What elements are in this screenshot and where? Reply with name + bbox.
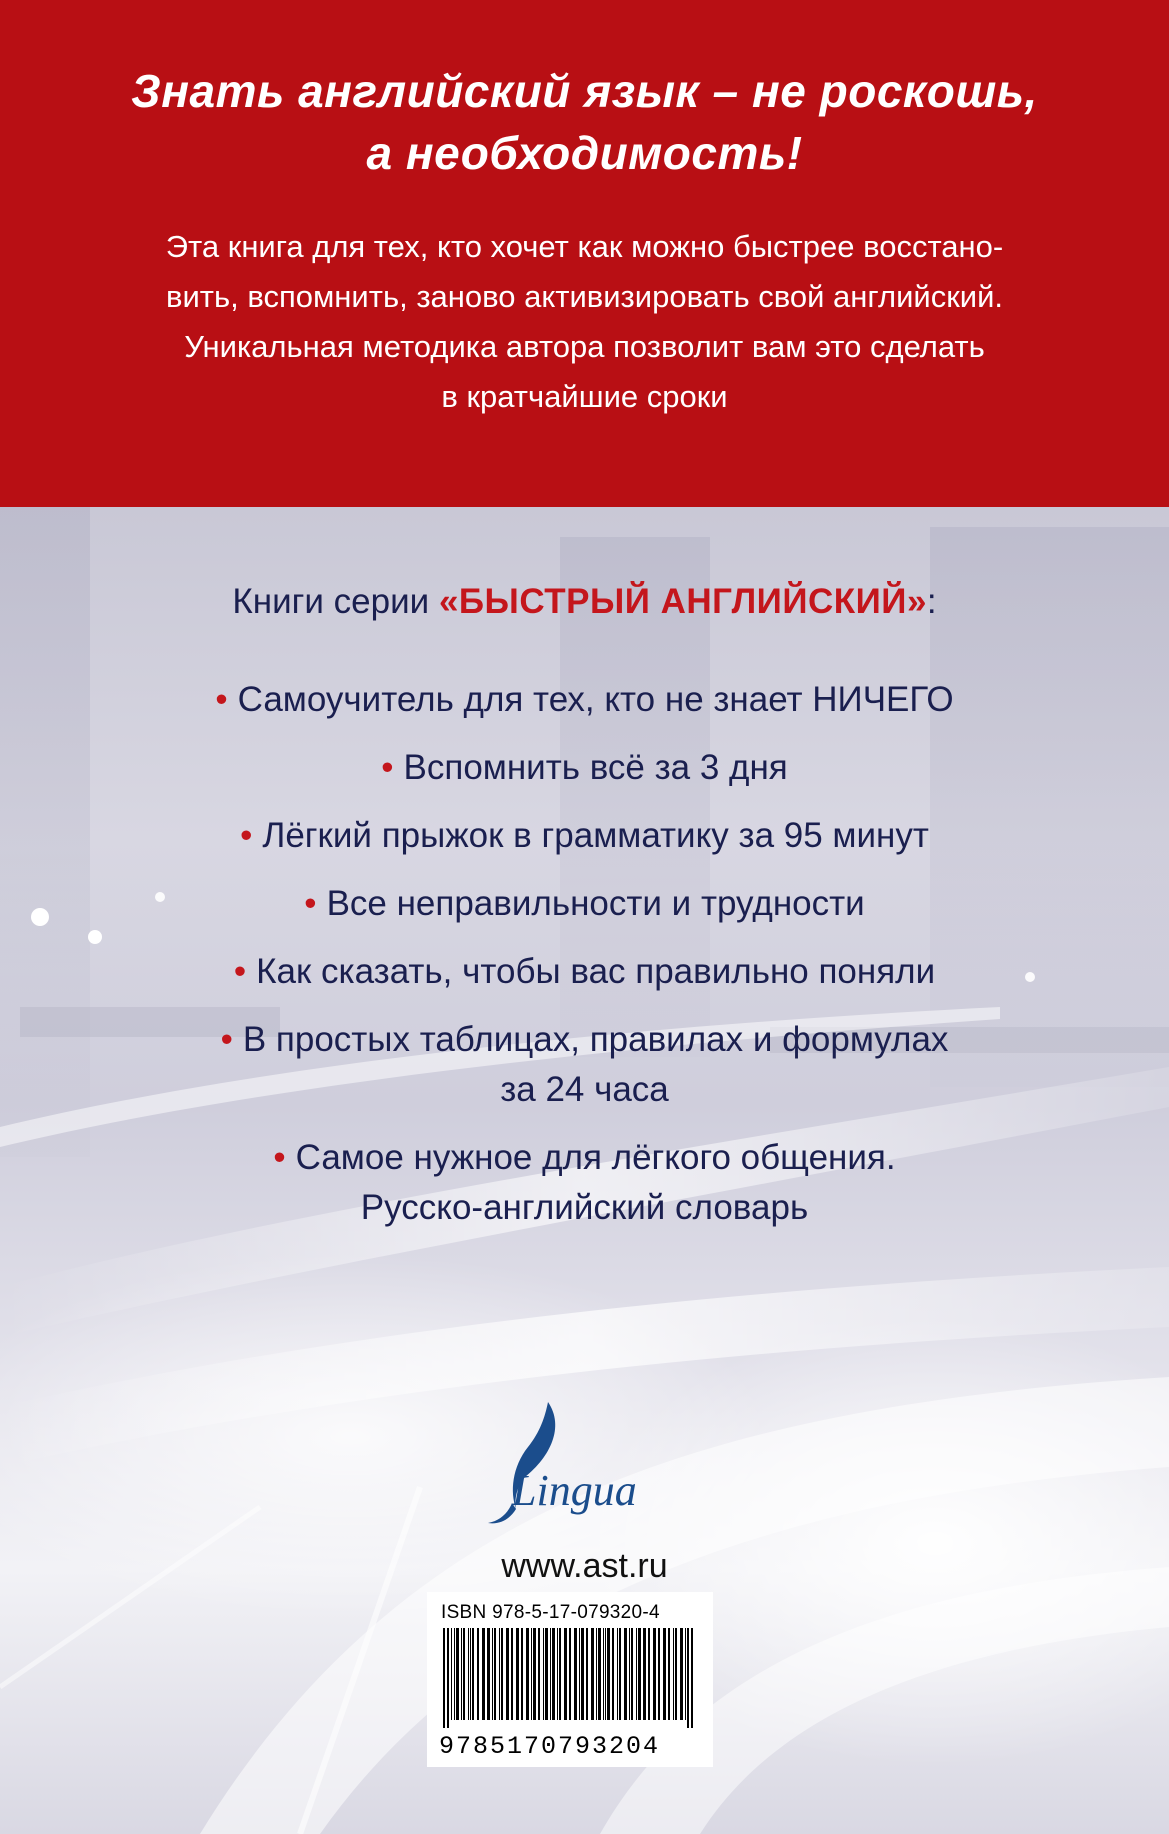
lingua-logo [470,1397,690,1532]
barcode-bar [648,1628,650,1720]
barcode-bar [499,1628,500,1720]
barcode-bar [557,1628,558,1720]
barcode-bar [607,1628,610,1720]
city-lights-background [0,507,1169,1834]
list-item [0,1015,1169,1115]
barcode-bar [447,1628,449,1728]
barcode-bar [579,1628,580,1720]
barcode-digits: 9785170793204 [439,1732,661,1761]
book-title: Самое нужное для лёгкого общения. [295,1138,896,1177]
headline-line-1: Знать английский язык – не роскошь, [131,65,1038,117]
book-title: Все неправильности и трудности [326,884,865,923]
barcode-bar [443,1628,445,1728]
barcode-bar [612,1628,614,1720]
barcode-bar [511,1628,513,1720]
barcode-bar [687,1628,689,1728]
barcode-bar [569,1628,571,1720]
barcode-bar [673,1628,674,1720]
red-header-band [0,0,1169,507]
barcode-bar [461,1628,462,1720]
barcode-bar [605,1628,606,1720]
bullet-icon: • [220,1020,233,1059]
barcode-bar [494,1628,496,1720]
barcode-bar [538,1628,540,1720]
barcode-bar [691,1628,693,1728]
barcode-bar [516,1628,519,1720]
barcode-bar [456,1628,459,1720]
series-prefix: Книги серии [232,582,439,621]
barcode-bar [685,1628,686,1720]
list-item [0,879,1169,929]
barcode-bar [477,1628,479,1720]
isbn-label: ISBN 978-5-17-079320-4 [441,1602,660,1623]
barcode-bar [531,1628,532,1720]
barcode-bar [663,1628,666,1720]
barcode-bar [472,1628,474,1720]
intro-line-1: Эта книга для тех, кто хочет как можно быстрее восстано- [165,229,1004,264]
bullet-icon: • [215,680,228,719]
barcode-bar [638,1628,641,1720]
barcode-bar [550,1628,551,1720]
barcode-bar [624,1628,627,1720]
barcode-bar [526,1628,529,1720]
barcode-bar [492,1628,493,1720]
barcode-bar [543,1628,544,1720]
barcode-bar [643,1628,646,1720]
barcode-bar [545,1628,548,1720]
logo-text: Lingua [512,1466,637,1515]
barcode-bar [470,1628,471,1720]
book-title: Лёгкий прыжок в грамматику за 95 минут [262,816,929,855]
series-suffix: : [926,582,937,621]
barcode-bar [506,1628,509,1720]
barcode-bar [487,1628,490,1720]
intro-text [60,222,1109,422]
barcode-bar [482,1628,485,1720]
list-item [0,675,1169,725]
barcode-bar [617,1628,618,1720]
headline-line-2: а необходимость! [366,127,803,179]
barcode-bar [596,1628,597,1720]
barcode-bar [586,1628,588,1720]
barcode-bar [559,1628,561,1720]
barcode-bars [441,1628,699,1728]
book-title: Самоучитель для тех, кто не знает НИЧЕГО [237,680,954,719]
barcode-bar [521,1628,523,1720]
intro-line-3: Уникальная методика автора позволит вам это сделать [184,329,985,364]
barcode-bar [603,1628,604,1720]
barcode-bar [675,1628,677,1720]
barcode-bar [533,1628,536,1720]
book-title: В простых таблицах, правилах и формулах [242,1020,949,1059]
intro-line-4: в кратчайшие сроки [441,379,728,414]
bullet-icon: • [304,884,317,923]
barcode-bar [680,1628,683,1720]
barcode-bar [668,1628,670,1720]
barcode-bar [658,1628,660,1720]
book-title-continued: Русско-английский словарь [360,1188,809,1227]
barcode-bar [653,1628,656,1720]
barcode-bar [591,1628,594,1720]
list-item [0,811,1169,861]
barcode-bar [454,1628,455,1720]
book-title-continued: за 24 часа [500,1070,669,1109]
barcode-bar [468,1628,469,1720]
barcode-bar [636,1628,637,1720]
barcode-bar [564,1628,567,1720]
barcode-bar [463,1628,465,1720]
bullet-icon: • [381,748,394,787]
barcode-bar [598,1628,601,1720]
barcode-bar [501,1628,503,1720]
barcode-bar [581,1628,584,1720]
bullet-icon: • [233,952,247,991]
barcode-bar [574,1628,577,1720]
headline [0,60,1169,184]
list-item [0,947,1169,997]
barcode-bar [451,1628,452,1720]
barcode-bar [552,1628,555,1720]
barcode-bar [631,1628,633,1720]
barcode-bar [619,1628,621,1720]
list-item [0,1133,1169,1233]
bullet-icon: • [240,816,253,855]
list-item [0,743,1169,793]
series-title [0,582,1169,622]
website-link[interactable]: www.ast.ru [501,1547,668,1585]
bullet-icon: • [273,1138,286,1177]
series-name: «БЫСТРЫЙ АНГЛИЙСКИЙ» [438,582,927,621]
isbn-barcode [427,1592,713,1767]
barcode-bar [629,1628,630,1720]
intro-line-2: вить, вспомнить, заново активизировать свой английский. [165,279,1004,314]
book-title: Как сказать, чтобы вас правильно поняли [256,952,936,991]
book-title: Вспомнить всё за 3 дня [403,748,788,787]
